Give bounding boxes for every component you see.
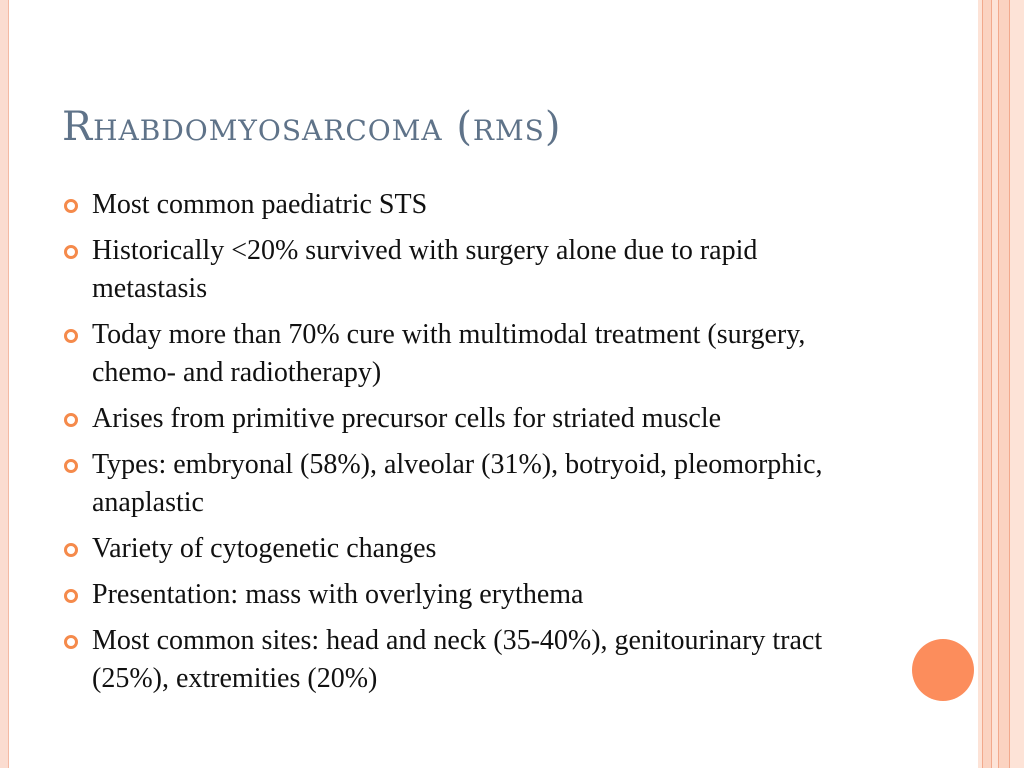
bullet-circle-icon — [64, 635, 78, 649]
list-item — [62, 622, 872, 698]
list-item — [62, 316, 872, 392]
bullet-circle-icon — [64, 543, 78, 557]
bullet-text: Most common paediatric STS — [92, 189, 428, 220]
bullet-text: Today more than 70% cure with multimodal treatment (surgery, chemo- and radiotherapy) — [92, 319, 806, 388]
right-border-stripes — [978, 0, 1024, 768]
bullet-circle-icon — [64, 329, 78, 343]
bullet-circle-icon — [64, 413, 78, 427]
list-item — [62, 576, 872, 614]
list-item — [62, 400, 872, 438]
slide-title: Rhabdomyosarcoma (rms) — [62, 104, 562, 150]
bullet-text: Historically <20% survived with surgery alone due to rapid metastasis — [92, 235, 758, 304]
bullet-text: Most common sites: head and neck (35-40%), genitourinary tract (25%), extremities (20%) — [92, 625, 823, 694]
bullet-text: Types: embryonal (58%), alveolar (31%), botryoid, pleomorphic, anaplastic — [92, 449, 823, 518]
list-item — [62, 186, 872, 224]
list-item — [62, 232, 872, 308]
bullet-text: Variety of cytogenetic changes — [92, 533, 437, 564]
bullet-circle-icon — [64, 199, 78, 213]
bullet-circle-icon — [64, 459, 78, 473]
list-item — [62, 530, 872, 568]
bullet-text: Presentation: mass with overlying erythema — [92, 579, 584, 610]
bullet-circle-icon — [64, 589, 78, 603]
left-border-stripe — [0, 0, 9, 768]
decorative-circle — [912, 639, 974, 701]
bullet-text: Arises from primitive precursor cells for striated muscle — [92, 403, 722, 434]
bullet-list — [62, 186, 872, 706]
bullet-circle-icon — [64, 245, 78, 259]
list-item — [62, 446, 872, 522]
